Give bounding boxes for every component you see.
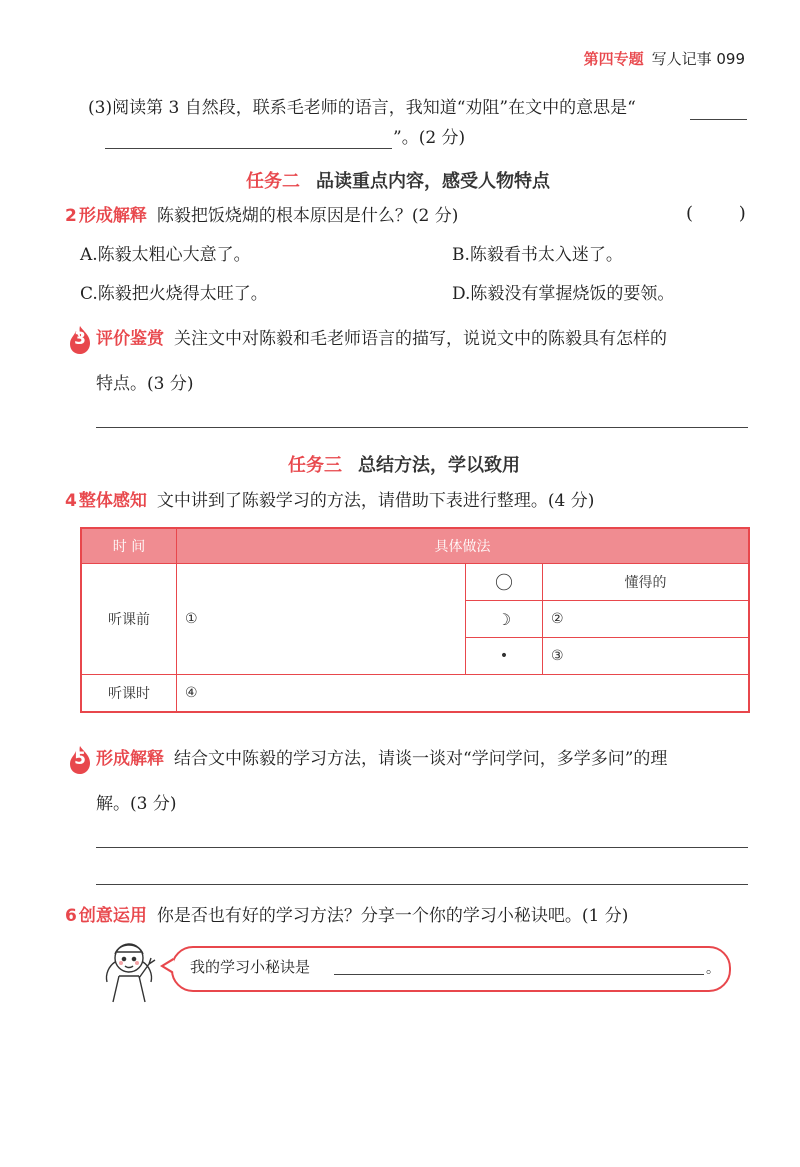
table-cell-2[interactable]: ② [543,601,750,638]
table-cell-4[interactable]: ④ [177,675,750,713]
table-mark-2: ☽ [466,601,543,638]
table-header-method: 具体做法 [177,528,750,564]
table-row-before-label: 听课前 [81,564,177,675]
q6-stem [65,902,628,930]
q3-text: 关注文中对陈毅和毛老师语言的描写，说说文中的陈毅具有怎样的 [174,329,667,349]
q6-number: 6 [65,906,77,926]
task2-name: 任务二 [246,171,300,192]
q2-option-a[interactable]: A.陈毅太粗心大意了。 [80,245,251,265]
q6-label: 创意运用 [78,906,147,926]
q1-3-answer-line-b[interactable] [105,148,392,149]
q2-answer-paren[interactable]: ( ) [686,203,746,224]
q4-stem [65,487,594,515]
q2-stem [65,202,458,230]
q6-bubble-end: 。 [706,961,720,977]
q6-bubble-tail-inner [164,960,174,972]
q3-text-cont: 特点。(3 分) [96,374,194,394]
q4-text: 文中讲到了陈毅学习的方法，请借助下表进行整理。(4 分) [156,491,595,511]
task2-desc: 品读重点内容，感受人物特点 [316,171,550,192]
q4-label: 整体感知 [78,491,147,511]
q2-option-d[interactable]: D.陈毅没有掌握烧饭的要领。 [452,284,675,304]
q5-answer-line-2[interactable] [96,884,748,885]
task3-desc: 总结方法，学以致用 [358,455,520,476]
table-header-time: 时 间 [81,528,177,564]
task3-heading [288,451,520,477]
q5-number: 5 [74,749,86,769]
task2-heading [246,167,550,193]
q4-number: 4 [65,491,77,511]
q2-option-c[interactable]: C.陈毅把火烧得太旺了。 [80,284,268,304]
q1-3-answer-line-a[interactable] [690,119,747,120]
q5-answer-line-1[interactable] [96,847,748,848]
q5-text: 结合文中陈毅的学习方法，请谈一谈对“学问学问，多学多问”的理 [174,749,668,769]
table-cell-1[interactable]: ① [177,564,466,675]
table-mark-1: 〇 [466,564,543,601]
table-cell-understood: 懂得的 [543,564,750,601]
q3-answer-line[interactable] [96,427,748,428]
q6-bubble-prompt: 我的学习小秘诀是 [190,958,311,976]
q1-3-text: (3)阅读第 3 自然段，联系毛老师的语言，我知道“劝阻”在文中的意思是“ [88,98,636,118]
q2-text: 陈毅把饭烧煳的根本原因是什么？(2 分) [156,206,459,226]
girl-illustration-icon [95,936,163,1004]
q5-flame-icon [67,745,93,775]
table-row-during-label: 听课时 [81,675,177,713]
q5-label: 形成解释 [96,749,164,769]
table-mark-3: • [466,638,543,675]
table-cell-3[interactable]: ③ [543,638,750,675]
q2-label: 形成解释 [78,206,147,226]
q5-stem [96,745,667,773]
q2-number: 2 [65,206,77,226]
task3-name: 任务三 [288,455,342,476]
page-header [584,48,745,69]
q4-method-table [80,527,750,713]
q1-3-tail: ”。(2 分) [393,128,466,148]
header-topic: 第四专题 [583,50,644,68]
q3-label: 评价鉴赏 [96,329,164,349]
q6-text: 你是否也有好的学习方法？分享一个你的学习小秘诀吧。(1 分) [156,906,629,926]
q6-answer-line[interactable] [334,974,704,975]
header-subtitle: 写人记事 099 [651,50,745,68]
q3-flame-icon [67,325,93,355]
q5-text-cont: 解。(3 分) [96,794,177,814]
q3-number: 3 [74,329,86,349]
q2-option-b[interactable]: B.陈毅看书太入迷了。 [452,245,623,265]
q3-stem [96,325,667,353]
